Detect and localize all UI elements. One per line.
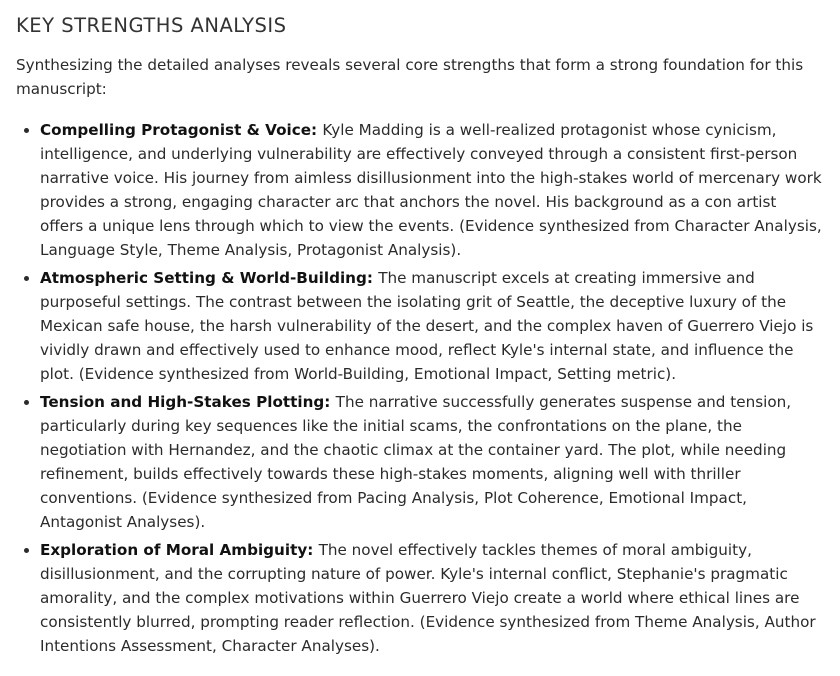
strengths-list <box>16 118 824 658</box>
page-title: KEY STRENGTHS ANALYSIS <box>16 14 287 37</box>
strength-item-setting <box>40 266 824 386</box>
strength-heading: Atmospheric Setting & World-Building: <box>40 269 379 287</box>
strength-body: The novel effectively tackles themes of moral ambiguity, disillusionment, and the corrupting nature of power. Kyle's internal conflict, Stephanie's pragmatic amorality, and the complex motivations within Guerrero Viejo create a world where ethical lines are consistently blurred, prompting reader reflection. (Evidence synthesized from Theme Analysis, Author Intentions Assessment, Character Analyses). <box>40 541 816 655</box>
strength-item-protagonist <box>40 118 824 262</box>
intro-paragraph: Synthesizing the detailed analyses reveals several core strengths that form a strong foundation for this manuscript: <box>16 56 804 98</box>
strength-body: The narrative successfully generates suspense and tension, particularly during key sequences like the initial scams, the confrontations on the plane, the negotiation with Hernandez, and the chaotic climax at the container yard. The plot, while needing refinement, builds effectively towards these high-stakes moments, aligning well with thriller conventions. (Evidence synthesized from Pacing Analysis, Plot Coherence, Emotional Impact, Antagonist Analyses). <box>40 393 792 531</box>
strength-heading: Tension and High-Stakes Plotting: <box>40 393 336 411</box>
strength-item-plotting <box>40 390 824 534</box>
strength-item-moral-ambiguity <box>40 538 824 658</box>
strength-body: Kyle Madding is a well-realized protagonist whose cynicism, intelligence, and underlying vulnerability are effectively conveyed through a consistent first-person narrative voice. His journey from aimless disillusionment into the high-stakes world of mercenary work provides a strong, engaging character arc that anchors the novel. His background as a con artist offers a unique lens through which to view the events. (Evidence synthesized from Character Analysis, Language Style, Theme Analysis, Protagonist Analysis). <box>40 121 822 259</box>
strength-body: The manuscript excels at creating immersive and purposeful settings. The contrast between the isolating grit of Seattle, the deceptive luxury of the Mexican safe house, the harsh vulnerability of the desert, and the complex haven of Guerrero Viejo is vividly drawn and effectively used to enhance mood, reflect Kyle's internal state, and influence the plot. (Evidence synthesized from World-Building, Emotional Impact, Setting metric). <box>40 269 814 383</box>
strength-heading: Compelling Protagonist & Voice: <box>40 121 323 139</box>
strength-heading: Exploration of Moral Ambiguity: <box>40 541 319 559</box>
